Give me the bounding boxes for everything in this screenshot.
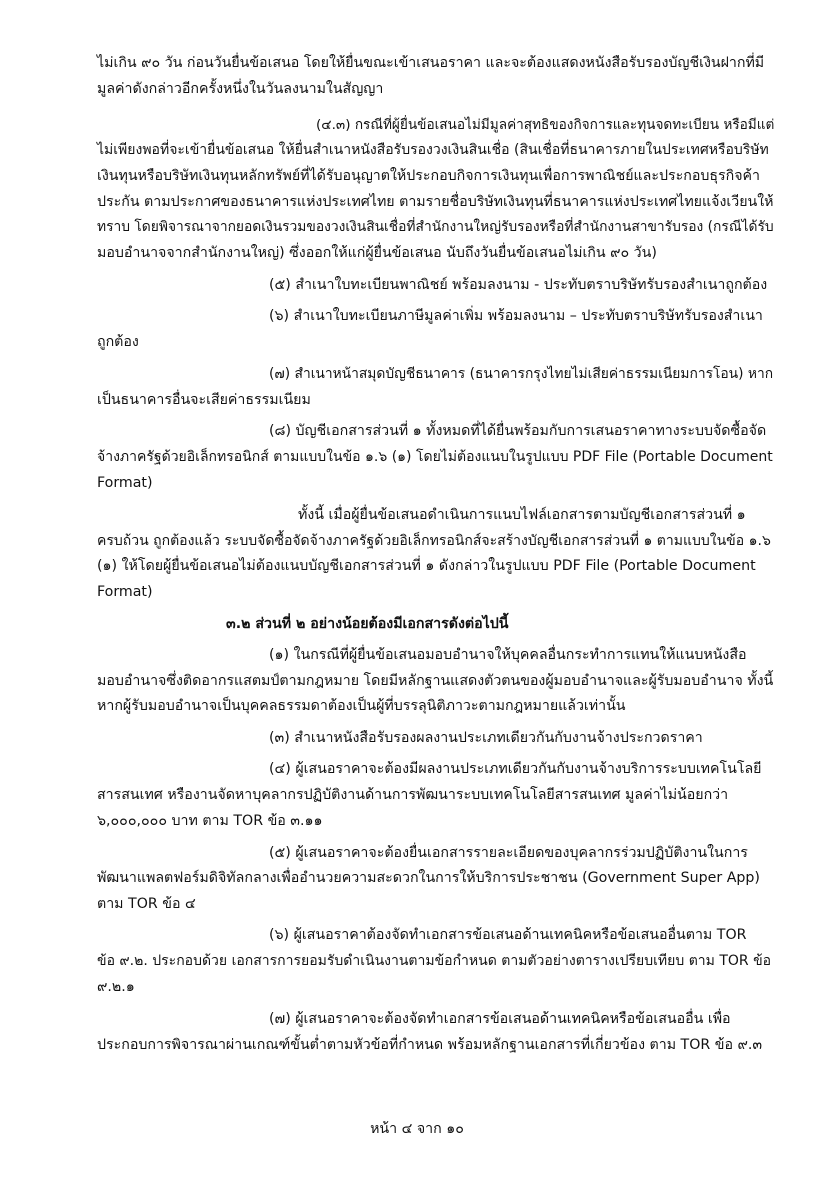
text-line: มูลค่าดังกล่าวอีกครั้งหนึ่งในวันลงนามในสัญญา — [97, 81, 384, 97]
text-line: ถูกต้อง — [97, 334, 139, 350]
text-line: Format) — [97, 475, 153, 491]
text-line: (๔) ผู้เสนอราคาจะต้องมีผลงานประเภทเดียวกันกับงานจ้างบริการระบบเทคโนโลยี — [269, 761, 762, 777]
text-line: ประกัน ตามประกาศของธนาคารแห่งประเทศไทย ตามรายชื่อบริษัทเงินทุนที่ธนาคารแห่งประเทศไทยแจ้งเวียนให้ — [97, 194, 774, 210]
text-line: (๕) สำเนาใบทะเบียนพาณิชย์ พร้อมลงนาม - ประทับตราบริษัทรับรองสำเนาถูกต้อง — [269, 277, 768, 293]
text-line: (๑) ในกรณีที่ผู้ยื่นข้อเสนอมอบอำนาจให้บุคคลอื่นกระทำการแทนให้แนบหนังสือ — [269, 647, 747, 663]
text-line: (๗) สำเนาหน้าสมุดบัญชีธนาคาร (ธนาคารกรุงไทยไม่เสียค่าธรรมเนียมการโอน) หาก — [269, 366, 774, 382]
text-line: ครบถ้วน ถูกต้องแล้ว ระบบจัดซื้อจัดจ้างภาครัฐด้วยอิเล็กทรอนิกส์จะสร้างบัญชีเอกสารส่วนที่ ๑ ตามแบบในข้อ ๑.๖ — [97, 533, 771, 549]
text-line: ประกอบการพิจารณาผ่านเกณฑ์ขั้นต่ำตามหัวข้อที่กำหนด พร้อมหลักฐานเอกสารที่เกี่ยวข้อง ตาม TOR ข้อ ๙.๓ — [97, 1037, 763, 1053]
text-line: พัฒนาแพลตฟอร์มดิจิทัลกลางเพื่ออำนวยความสะดวกในการให้บริการประชาชน (Government Super App) — [97, 870, 760, 886]
text-line: Format) — [97, 584, 153, 600]
text-line: (๘) บัญชีเอกสารส่วนที่ ๑ ทั้งหมดที่ได้ยื่นพร้อมกับการเสนอราคาทางระบบจัดซื้อจัด — [269, 423, 767, 439]
text-line: ไม่เพียงพอที่จะเข้ายื่นข้อเสนอ ให้ยื่นสำเนาหนังสือรับรองวงเงินสินเชื่อ (สินเชื่อที่ธนาคารภายในประเทศหรือบริษัท — [97, 142, 769, 158]
text-line: สารสนเทศ หรืองานจัดหาบุคลากรปฏิบัติงานด้านการพัฒนาระบบเทคโนโลยีสารสนเทศ มูลค่าไม่น้อยกว่า — [97, 787, 729, 803]
text-line: (๑) ให้โดยผู้ยื่นข้อเสนอไม่ต้องแนบบัญชีเอกสารส่วนที่ ๑ ดังกล่าวในรูปแบบ PDF File (Portable Document — [97, 558, 756, 574]
page-footer: หน้า ๔ จาก ๑๐ — [370, 1121, 464, 1137]
text-line: (๕) ผู้เสนอราคาจะต้องยื่นเอกสารรายละเอียดของบุคลากรร่วมปฏิบัติงานในการ — [269, 845, 748, 861]
text-line: (๗) ผู้เสนอราคาจะต้องจัดทำเอกสารข้อเสนอด้านเทคนิคหรือข้อเสนออื่น เพื่อ — [269, 1011, 731, 1027]
text-line: มอบอำนาจซึ่งติดอากรแสตมป์ตามกฎหมาย โดยมีหลักฐานแสดงตัวตนของผู้มอบอำนาจและผู้รับมอบอำนาจ ทั้งนี้ — [97, 673, 774, 689]
text-line: เป็นธนาคารอื่นจะเสียค่าธรรมเนียม — [97, 392, 311, 408]
text-line: ข้อ ๙.๒. ประกอบด้วย เอกสารการยอมรับดำเนินงานตามข้อกำหนด ตามตัวอย่างตารางเปรียบเทียบ ตาม TOR ข้อ — [97, 953, 772, 969]
text-line: เงินทุนหรือบริษัทเงินทุนหลักทรัพย์ที่ได้รับอนุญาตให้ประกอบกิจการเงินทุนเพื่อการพาณิชย์และประกอบธุรกิจค้า — [97, 168, 760, 184]
text-line: ๙.๒.๑ — [97, 979, 135, 995]
text-line: (๖) ผู้เสนอราคาต้องจัดทำเอกสารข้อเสนอด้านเทคนิคหรือข้อเสนออื่นตาม TOR — [269, 927, 747, 943]
text-line: ทั้งนี้ เมื่อผู้ยื่นข้อเสนอดำเนินการแนบไฟล์เอกสารตามบัญชีเอกสารส่วนที่ ๑ — [298, 507, 746, 523]
section-heading: ๓.๒ ส่วนที่ ๒ อย่างน้อยต้องมีเอกสารดังต่อไปนี้ — [226, 616, 509, 632]
text-line: ๖,๐๐๐,๐๐๐ บาท ตาม TOR ข้อ ๓.๑๑ — [97, 813, 323, 829]
text-line: มอบอำนาจจากสำนักงานใหญ่) ซึ่งออกให้แก่ผู้ยื่นข้อเสนอ นับถึงวันยื่นข้อเสนอไม่เกิน ๙๐ วัน) — [97, 245, 657, 261]
text-line: (๔.๓) กรณีที่ผู้ยื่นข้อเสนอไม่มีมูลค่าสุทธิของกิจการและทุนจดทะเบียน หรือมีแต่ — [316, 117, 775, 133]
text-line: (๖) สำเนาใบทะเบียนภาษีมูลค่าเพิ่ม พร้อมลงนาม – ประทับตราบริษัทรับรองสำเนา — [269, 308, 763, 324]
text-line: ตาม TOR ข้อ ๔ — [97, 896, 196, 912]
text-line: (๓) สำเนาหนังสือรับรองผลงานประเภทเดียวกันกับงานจ้างประกวดราคา — [269, 730, 703, 746]
text-line: หากผู้รับมอบอำนาจเป็นบุคคลธรรมดาต้องเป็นผู้ที่บรรลุนิติภาวะตามกฎหมายแล้วเท่านั้น — [97, 698, 626, 714]
text-line: ไม่เกิน ๙๐ วัน ก่อนวันยื่นข้อเสนอ โดยให้ยื่นขณะเข้าเสนอราคา และจะต้องแสดงหนังสือรับรองบัญชีเงินฝากที่มี — [97, 55, 765, 71]
text-line: ทราบ โดยพิจารณาจากยอดเงินรวมของวงเงินสินเชื่อที่สำนักงานใหญ่รับรองหรือที่สำนักงานสาขารับรอง (กรณีได้รับ — [97, 219, 774, 235]
text-line: จ้างภาครัฐด้วยอิเล็กทรอนิกส์ ตามแบบในข้อ ๑.๖ (๑) โดยไม่ต้องแนบในรูปแบบ PDF File (Portable Document — [97, 449, 773, 465]
